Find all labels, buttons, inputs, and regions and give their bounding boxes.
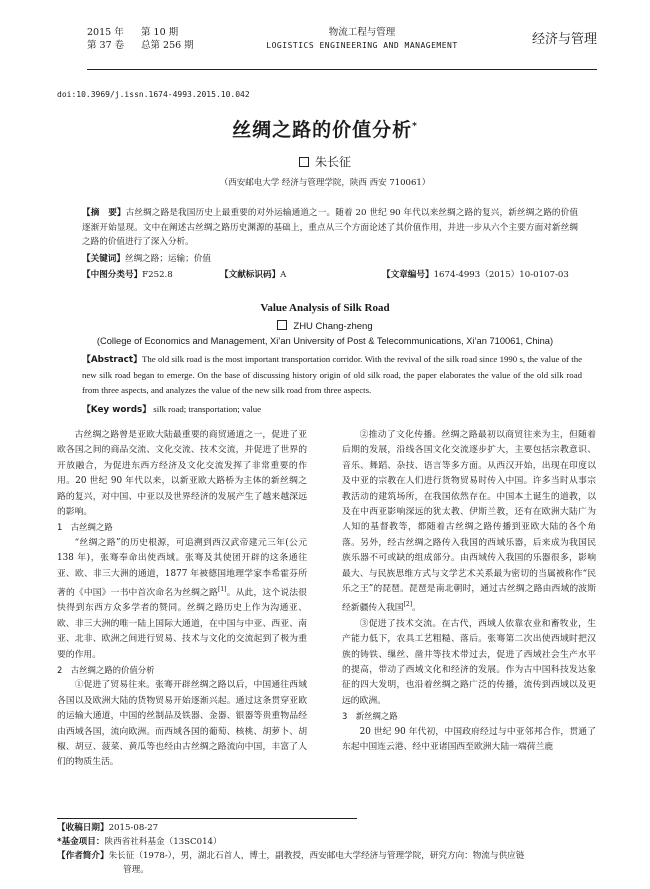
paragraph-history [57, 536, 307, 663]
abstract-en-label: 【Abstract】 [82, 355, 143, 365]
keywords-cn-text: 丝绸之路；运输；价值 [124, 254, 211, 264]
article-value: 1674-4993（2015）10-0107-03 [433, 270, 569, 280]
affiliation-cn: （西安邮电大学 经济与管理学院，陕西 西安 710061） [219, 178, 431, 188]
clc-label: 【中图分类号】 [82, 270, 143, 280]
abstract-cn-label: 【摘 要】 [82, 208, 126, 218]
citation-1: [1] [217, 586, 227, 594]
section-heading-2: 2 古丝绸之路的价值分析 [57, 665, 155, 676]
doc-code [220, 268, 286, 280]
issue: 第 10 期 [141, 27, 179, 38]
keywords-en [82, 402, 261, 415]
author-bio-label: 【作者简介】 [57, 851, 109, 861]
abstract-cn [82, 206, 578, 250]
keywords-cn-label: 【关键词】 [82, 254, 125, 264]
article-number [382, 268, 569, 280]
total-issue: 总第 256 期 [141, 40, 194, 51]
author-en [0, 320, 650, 332]
article-label: 【文章编号】 [382, 270, 434, 280]
paragraph-new-silk-road: 20 世纪 90 年代初，中国政府经过与中亚邻邦合作，贯通了东起中国连云港、经中亚诸国西至欧洲大陆一端荷兰鹿 [342, 726, 596, 753]
received-date [57, 821, 597, 835]
paragraph-culture-text: ②推动了文化传播。丝绸之路最初以商贸往来为主，但随着后期的发展，沿线各国文化交流逐步扩大，主要包括宗教意识、音乐、舞蹈、杂技、语言等多方面。从西汉开始，出现在印度以及中亚的宗教在人们进行货物贸易时传入中国。许多当时从事宗教活动的建筑场所，在我国依然存在。中国本土诞生的道教，以及在中西亚影响深远的犹太教、伊斯兰教，还有在欧洲大陆广为人知的基督教等，都随着古丝绸之路传播到亚欧大陆的各个角落。另外，经古丝绸之路传入我国的西域乐器，后来成为我国民族乐器不可或缺的组成部分。由西域传入我国的乐器很多，影响最大、与民族思维方式与文学艺术关系最为密切的当属被称作“民乐之王”的琵琶。琵琶是南北朝时，通过古丝绸之路由西域的波斯经新疆传入我国 [342, 430, 596, 614]
affiliation-en: (College of Economics and Management, Xi’an University of Post & Telecommunications, Xi’an 710061, China) [96, 336, 554, 346]
section-heading-1: 1 古丝绸之路 [57, 522, 113, 533]
keywords-cn [82, 252, 211, 264]
fund-label: *基金项目： [57, 837, 105, 847]
doi: doi:10.3969/j.issn.1674-4993.2015.10.042 [57, 90, 250, 99]
volume: 第 37 卷 [87, 40, 125, 51]
footnote-rule [57, 818, 357, 819]
author-name-en: ZHU Chang-zheng [293, 321, 373, 332]
author-bio-cont: 管理。 [123, 865, 149, 875]
citation-2: [2] [403, 601, 413, 609]
abstract-cn-text: 古丝绸之路是我国历史上最重要的对外运输通道之一。随着 20 世纪 90 年代以来丝绸之路的复兴，新丝绸之路的价值逐渐开始显现。文中在阐述古丝绸之路历史渊源的基础上，重点从三个方面论述了其价值作用，并进一步从六个主要方面对新丝绸之路的价值进行了深入分析。 [82, 208, 578, 247]
paragraph-culture-end: 。 [412, 603, 421, 614]
section-label: 经济与管理 [531, 32, 597, 47]
body-column-right [342, 428, 596, 755]
keywords-en-label: 【Key words】 [82, 405, 152, 415]
section-heading-3: 3 新丝绸之路 [342, 711, 398, 722]
author-box-icon [299, 157, 309, 167]
doc-label: 【文献标识码】 [220, 270, 281, 280]
author-box-icon-en [277, 320, 287, 330]
paragraph-culture [342, 428, 596, 617]
title-footnote-mark: * [412, 121, 418, 132]
header-rule [87, 69, 597, 70]
received-label: 【收稿日期】 [57, 823, 109, 833]
clc-code [82, 268, 173, 280]
paper-title-cn [0, 115, 650, 142]
abstract-en-text: The old silk road is the most important transportation corridor. With the revival of the silk road since 1990 s, the value of the new silk road began to emerge. On the base of discussing history origin of old silk road, the paper elaborates the value of the old silk road from three aspects, and analyzes the value of the new silk road from three aspects. [82, 354, 582, 395]
issue-info [87, 26, 194, 52]
journal-name-cn: 物流工程与管理 [328, 27, 396, 38]
paragraph-trade: ①促进了贸易往来。张骞开辟丝绸之路以后，中国通往西域各国以及欧洲大陆的货物贸易开始逐渐兴起。通过这条贯穿亚欧的运输大通道，中国的丝制品及铁器、金器、银器等贵重物品经由西域各国，流向欧洲。而西域各国的葡萄、核桃、胡萝卜、胡椒、胡豆、菠菜、黄瓜等也经由古丝绸之路流向中国，丰富了人们的物质生活。 [57, 680, 307, 768]
page-header [57, 26, 597, 70]
clc-value: F252.8 [142, 270, 173, 280]
author-bio-text: 朱长征（1978-），男，湖北石首人，博士，副教授，西安邮电大学经济与管理学院，研究方向：物流与供应链 [108, 851, 525, 861]
received-value: 2015-08-27 [108, 823, 159, 833]
paragraph-technology: ③促进了技术交流。在古代，西域人依靠农业和畜牧业，生产能力低下，农具工艺粗糙、落后。张骞第二次出使西域时把汉族的铸铁、缫丝、凿井等技术带过去，促进了西域社会生产水平的提高，带动了西域文化和经济的发展。作为古中国科技发达象征的四大发明，也沿着丝绸之路广泛的传播，流传到西域以及更远的欧洲。 [342, 618, 596, 706]
author-name-cn: 朱长征 [314, 155, 351, 169]
year: 2015 年 [87, 27, 124, 38]
paper-title-en: Value Analysis of Silk Road [260, 302, 390, 314]
intro-paragraph: 古丝绸之路曾是亚欧大陆最重要的商贸通道之一，促进了亚欧各国之间的商品交流、文化交流、技术交流，并促进了世界的开放融合，为促进东西方经济及文化交流发挥了非常重要的作用。20 世纪 90 年代以来，以新亚欧大路桥为主体的新丝绸之路的复兴，对中国、中亚以及世界经济的发展产生了越来越深远的影响。 [57, 430, 307, 518]
doc-value: A [280, 270, 287, 280]
paragraph-history-end: 。从此，这个说法很快得到东西方众多学者的赞同。丝绸之路历史上作为沟通亚、欧、非三大洲的唯一陆上国际大通道，在中国与中亚、西亚、南亚、北非、欧洲之间进行贸易、技术与文化的交流起到了极为重要的作用。 [57, 587, 307, 660]
author-bio [57, 849, 597, 863]
author-cn [0, 153, 650, 170]
fund-project [57, 835, 597, 849]
journal-name [252, 26, 472, 52]
journal-name-en: LOGISTICS ENGINEERING AND MANAGEMENT [266, 41, 458, 50]
title-text: 丝绸之路的价值分析 [232, 119, 413, 141]
paragraph-history-text: “丝绸之路”的历史根源，可追溯到西汉武帝建元三年(公元 138 年)，张骞奉命出使西域。张骞及其使团开辟的这条通往亚、欧、非三大洲的通道，1877 年被德国地理学家李希霍芬所著的《中国》一书中首次命名为丝绸之路 [57, 537, 307, 598]
body-column-left [57, 428, 307, 771]
fund-value: 陕西省社科基金（13SC014） [104, 837, 222, 847]
abstract-en [82, 352, 582, 398]
footnotes [57, 821, 597, 877]
keywords-en-text: silk road; transportation; value [153, 404, 262, 414]
